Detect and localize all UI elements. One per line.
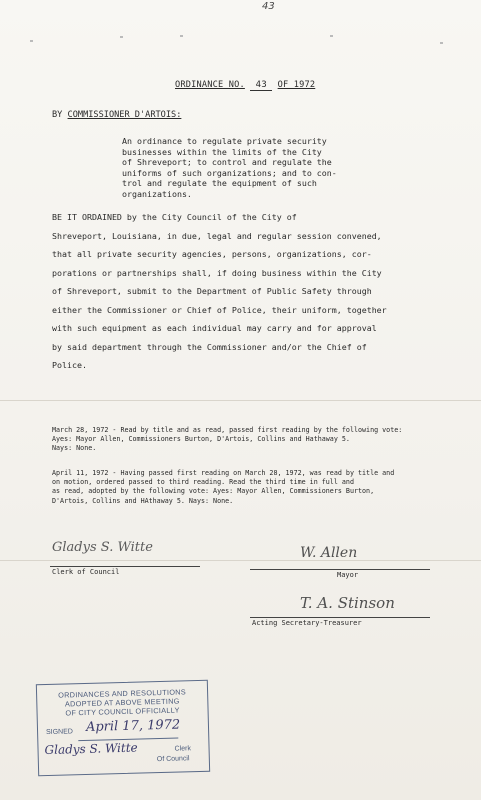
punch-mark <box>330 35 333 37</box>
ordinance-heading <box>175 80 315 91</box>
by-line <box>52 110 181 120</box>
punch-mark <box>120 36 123 38</box>
paper-fold-line <box>0 560 481 561</box>
adoption-stamp <box>36 680 210 776</box>
stamp-header: ORDINANCES AND RESOLUTIONS ADOPTED AT ABOVE MEETING OF CITY COUNCIL OFFICIALLY <box>58 687 187 718</box>
ordinance-body: BE IT ORDAINED by the City Council of the City of Shreveport, Louisiana, in due, legal and regular session convened, that all private security agencies, persons, organizations, cor- porations or partnerships shall, if doing business within the City of Shreveport, submit to the Department of Public Safety through either the Commissioner or Chief of Police, their uniform, together with such equipment as each individual may carry and for approval by said department through the Commissioner and/or the Chief of Police. <box>52 212 387 370</box>
mayor-signature-line <box>250 569 430 570</box>
punch-mark <box>30 40 33 42</box>
first-reading-vote: March 28, 1972 - Read by title and as read, passed first reading by the following vote: Ayes: Mayor Allen, Commissioners Burton, D'Artois, Collins and Hathaway 5. Nays: None. <box>52 426 403 453</box>
punch-mark <box>440 42 443 44</box>
stamp-signed-label: SIGNED <box>46 728 74 737</box>
clerk-signature-line <box>50 566 200 567</box>
ordinance-summary: An ordinance to regulate private security businesses within the limits of the City of Shreveport; to control and regulate the uniforms of such organizations; and to con- trol and regulate the equipment of such organizations. <box>122 136 337 199</box>
sponsor-name: COMMISSIONER D'ARTOIS: <box>67 110 182 120</box>
secretary-label: Acting Secretary-Treasurer <box>252 619 362 627</box>
adoption-vote: April 11, 1972 - Having passed first reading on March 28, 1972, was read by title and on motion, ordered passed to third reading. Read the third time in full and as read, adopted by the following vote: Ayes: Mayor Allen, Commissioners Burton, D'Artois, Collins and HAthaway 5. Nays: None. <box>52 469 395 505</box>
secretary-signature: T. A. Stinson <box>300 594 395 612</box>
handwritten-page-number: 43 <box>262 1 275 12</box>
ordinance-number: 43 <box>250 80 272 91</box>
by-prefix: BY <box>52 110 63 120</box>
punch-mark <box>180 35 183 37</box>
ordinance-year: OF 1972 <box>277 80 316 90</box>
mayor-label: Mayor <box>337 571 359 579</box>
stamp-date: April 17, 1972 <box>85 717 181 735</box>
stamp-council-label: Of Council <box>156 755 190 764</box>
stamp-clerk-label: Clerk <box>174 745 192 753</box>
clerk-signature: Gladys S. Witte <box>52 540 153 555</box>
stamp-signer: Gladys S. Witte <box>44 740 138 758</box>
clerk-label: Clerk of Council <box>52 568 120 576</box>
ordinance-label: ORDINANCE NO. <box>175 80 245 90</box>
mayor-signature: W. Allen <box>300 545 358 561</box>
paper-fold-line <box>0 400 481 401</box>
secretary-signature-line <box>250 617 430 618</box>
